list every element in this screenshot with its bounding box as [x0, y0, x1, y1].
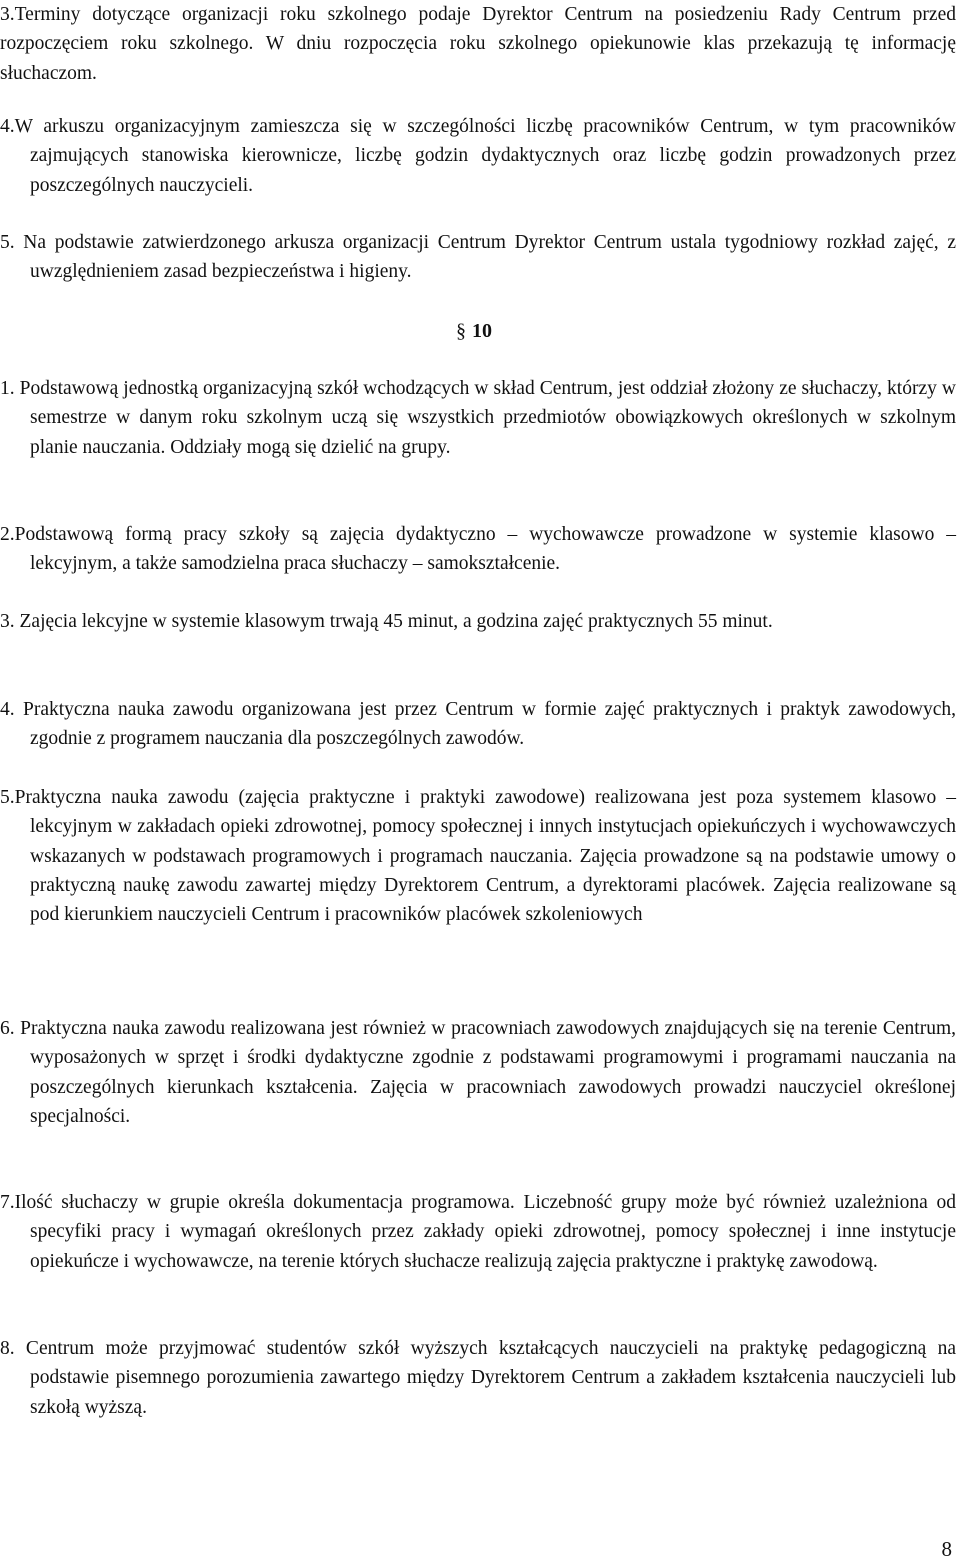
paragraph-text: Centrum może przyjmować studentów szkół wyższych kształcących nauczycieli na praktykę pedagogiczną na podstawie pisemnego porozumienia zawartego między Dyrektorem Centrum a zakładem kształcenia nauczycieli lub szkołą wyższą.: [14, 1338, 956, 1418]
section-paragraph-1: [0, 374, 956, 462]
paragraph-text: Zajęcia lekcyjne w systemie klasowym trwają 45 minut, a godzina zajęć praktycznych 55 minut.: [14, 611, 773, 632]
paragraph-number: 3.: [0, 611, 15, 632]
paragraph-text: Praktyczna nauka zawodu organizowana jest przez Centrum w formie zajęć praktycznych i praktyk zawodowych, zgodnie z programem nauczania dla poszczególnych zawodów.: [14, 699, 956, 750]
paragraph-number: 2.: [0, 524, 15, 545]
paragraph-number: 5.: [0, 232, 15, 253]
paragraph-3: [0, 0, 956, 88]
paragraph-4: [0, 112, 956, 200]
section-paragraph-3: [0, 607, 956, 636]
paragraph-number: 8.: [0, 1338, 15, 1359]
page-number: 8: [941, 1537, 952, 1561]
section-sign: §: [456, 320, 466, 342]
paragraph-text: Terminy dotyczące organizacji roku szkolnego podaje Dyrektor Centrum na posiedzeniu Rady Centrum przed rozpoczęciem roku szkolnego. W dniu rozpoczęcia roku szkolnego opiekunowie klas przekazują tę informację słuchaczom.: [0, 4, 956, 84]
section-paragraph-5: [0, 783, 956, 929]
section-paragraph-6: [0, 1014, 956, 1131]
paragraph-text: Praktyczna nauka zawodu realizowana jest również w pracowniach zawodowych znajdujących się na terenie Centrum, wyposażonych w sprzęt i środki dydaktyczne zgodnie z podstawami programowymi i programami nauczania na poszczególnych kierunkach kształcenia. Zajęcia w pracowniach zawodowych prowadzi nauczyciel określonej specjalności.: [14, 1018, 956, 1127]
section-number: 10: [472, 320, 492, 342]
paragraph-number: 1.: [0, 378, 15, 399]
paragraph-number: 5.: [0, 787, 15, 808]
paragraph-text: Na podstawie zatwierdzonego arkusza organizacji Centrum Dyrektor Centrum ustala tygodniowy rozkład zajęć, z uwzględnieniem zasad bezpieczeństwa i higieny.: [14, 232, 956, 283]
paragraph-number: 4.: [0, 699, 15, 720]
paragraph-number: 6.: [0, 1018, 15, 1039]
section-heading: [456, 317, 492, 345]
paragraph-text: Podstawową jednostką organizacyjną szkół wchodzących w skład Centrum, jest oddział złożony ze słuchaczy, którzy w semestrze w danym roku szkolnym uczą się wszystkich przedmiotów obowiązkowych określonych w szkolnym planie nauczania. Oddziały mogą się dzielić na grupy.: [14, 378, 956, 458]
paragraph-text: Praktyczna nauka zawodu (zajęcia praktyczne i praktyki zawodowe) realizowana jest poza systemem klasowo – lekcyjnym w zakładach opieki zdrowotnej, pomocy społecznej i innych instytucjach opiekuńczych i wychowawczych wskazanych w podstawach programowych i programach nauczania. Zajęcia prowadzone są na podstawie umowy o praktyczną naukę zawodu zawartej między Dyrektorem Centrum, a dyrektorami placówek. Zajęcia realizowane są pod kierunkiem nauczycieli Centrum i pracowników placówek szkoleniowych: [14, 787, 956, 926]
paragraph-text: Ilość słuchaczy w grupie określa dokumentacja programowa. Liczebność grupy może być również uzależniona od specyfiki pracy i wymagań określonych przez zakłady opieki zdrowotnej, pomocy społecznej i inne instytucje opiekuńcze i wychowawcze, na terenie których słuchacze realizują zajęcia praktyczne i praktykę zawodową.: [14, 1192, 956, 1272]
section-paragraph-4: [0, 695, 956, 754]
section-paragraph-7: [0, 1188, 956, 1276]
paragraph-number: 3.: [0, 4, 15, 25]
section-paragraph-2: [0, 520, 956, 579]
paragraph-number: 7.: [0, 1192, 15, 1213]
paragraph-text: Podstawową formą pracy szkoły są zajęcia dydaktyczno – wychowawcze prowadzone w systemie klasowo – lekcyjnym, a także samodzielna praca słuchaczy – samokształcenie.: [14, 524, 956, 575]
paragraph-5: [0, 228, 956, 287]
paragraph-text: W arkuszu organizacyjnym zamieszcza się w szczególności liczbę pracowników Centrum, w tym pracowników zajmujących stanowiska kierownicze, liczbę godzin dydaktycznych oraz liczbę godzin prowadzonych przez poszczególnych nauczycieli.: [14, 116, 956, 196]
paragraph-number: 4.: [0, 116, 15, 137]
section-paragraph-8: [0, 1334, 956, 1422]
